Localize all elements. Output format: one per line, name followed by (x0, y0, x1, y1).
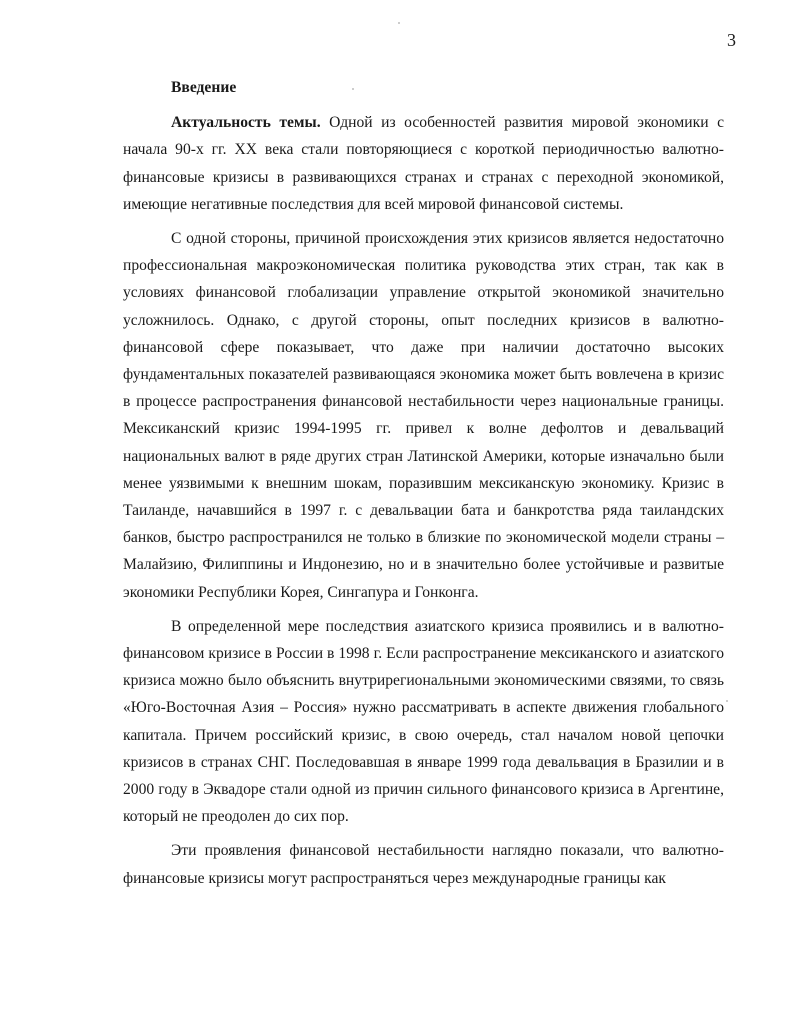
scan-mark (726, 700, 728, 702)
paragraph: В определенной мере последствия азиатского кризиса проявились и в валютно-финансовом кризисе в России в 1998 г. Если распространение мексиканского и азиатского кризиса можно было объяснить внутрирегиональными экономическими связями, то связь «Юго-Восточная Азия – Россия» нужно рассматривать в аспекте движения глобального капитала. Причем российский кризис, в свою очередь, стал началом новой цепочки кризисов в странах СНГ. Последовавшая в январе 1999 года девальвация в Бразилии и в 2000 году в Эквадоре стали одной из причин сильного финансового кризиса в Аргентине, который не преодолен до сих пор. (123, 617, 724, 826)
paragraph-lead: Актуальность темы. (171, 114, 321, 132)
page-number: 3 (727, 30, 736, 50)
scan-mark (398, 22, 400, 24)
paragraph-relevance (123, 109, 724, 218)
section-heading: Введение (171, 79, 237, 96)
paragraph-text: Одной из особенностей развития мировой экономики с начала 90-х гг. XX века стали повторяющиеся с короткой периодичностью валютно-финансовые кризисы в развивающихся странах и странах с переходной экономикой, имеющие негативные последствия для всей мировой финансовой системы. (123, 114, 725, 213)
paragraph: Эти проявления финансовой нестабильности наглядно показали, что валютно-финансовые кризисы могут распространяться через международные границы как (123, 842, 724, 887)
paragraph: С одной стороны, причиной происхождения этих кризисов является недостаточно профессиональная макроэкономическая политика руководства этих стран, так как в условиях финансовой глобализации управление открытой экономикой значительно усложнилось. Однако, с другой стороны, опыт последних кризисов в валютно-финансовой сфере показывает, что даже при наличии достаточно высоких фундаментальных показателей развивающаяся экономика может быть вовлечена в кризис в процессе распространения финансовой нестабильности через национальные границы. Мексиканский кризис 1994-1995 гг. привел к волне дефолтов и девальваций национальных валют в ряде других стран Латинской Америки, которые изначально были менее уязвимыми к внешним шокам, поразившим мексиканскую экономику. Кризис в Таиланде, начавшийся в 1997 г. с девальвации бата и банкротства ряда таиландских банков, быстро распространился не только в близкие по экономической модели страны – Малайзию, Филиппины и Индонезию, но и в значительно более устойчивые и развитые экономики Республики Корея, Сингапура и Гонконга. (123, 230, 724, 601)
document-body (123, 74, 724, 899)
